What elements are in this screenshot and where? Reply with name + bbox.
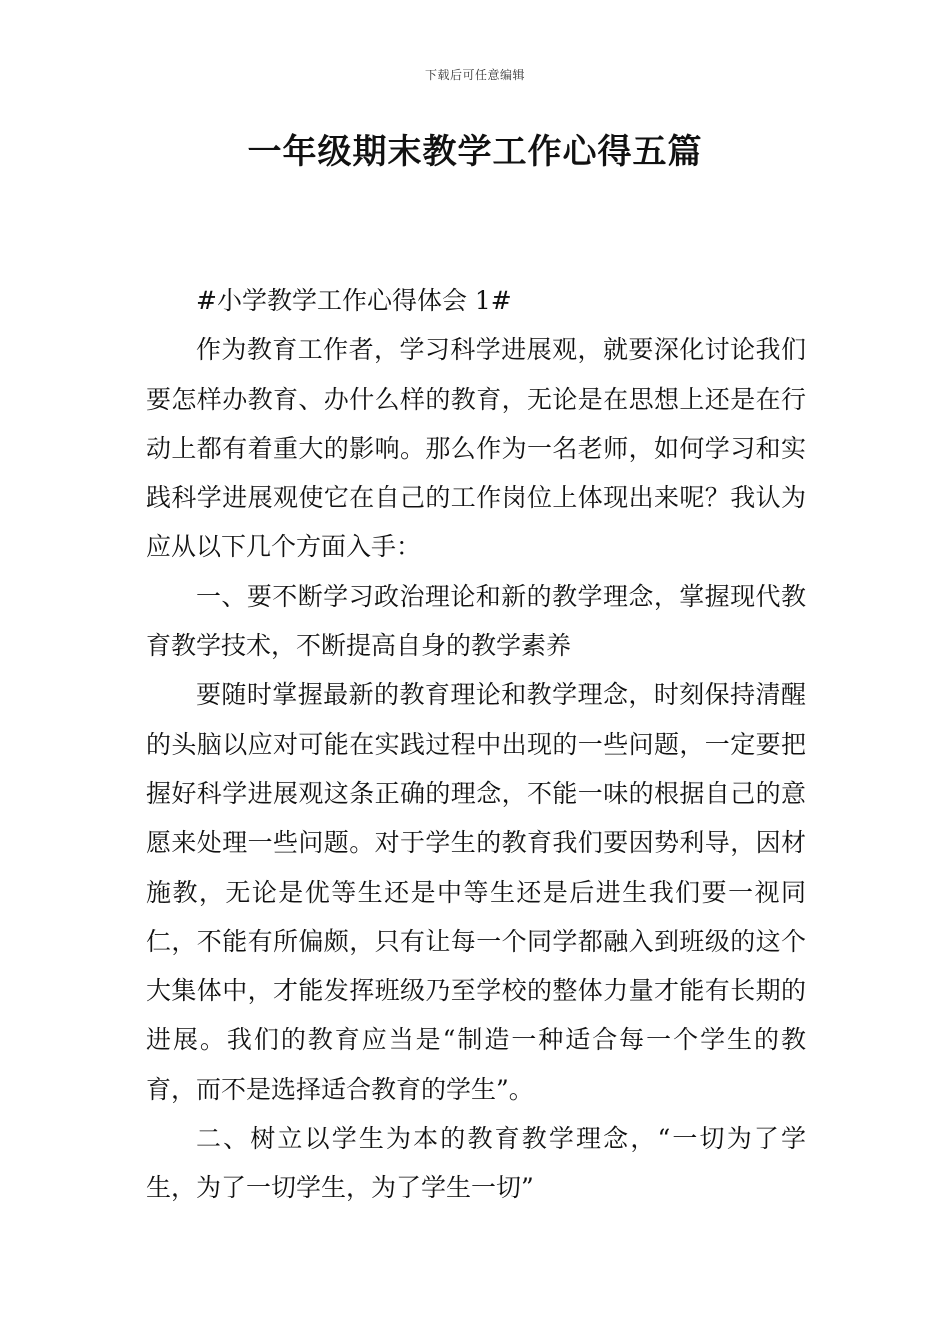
document-title: 一年级期末教学工作心得五篇 <box>247 132 703 172</box>
body-paragraph: 一、要不断学习政治理论和新的教学理念，掌握现代教育教学技术，不断提高自身的教学素养 <box>146 581 806 661</box>
header-note: 下载后可任意编辑 <box>424 68 525 82</box>
document-body <box>146 276 806 1213</box>
body-paragraph: 要随时掌握最新的教育理论和教学理念，时刻保持清醒的头脑以应对可能在实践过程中出现的一些问题，一定要把握好科学进展观这条正确的理念，不能一味的根据自己的意愿来处理一些问题。对于学生的教育我们要因势利导，因材施教，无论是优等生还是中等生还是后进生我们要一视同仁，不能有所偏颇，只有让每一个同学都融入到班级的这个大集体中，才能发挥班级乃至学校的整体力量才能有长期的进展。我们的教育应当是“制造一种适合每一个学生的教育，而不是选择适合教育的学生”。 <box>146 680 806 1104</box>
body-paragraph: 二、树立以学生为本的教育教学理念，“一切为了学生，为了一切学生，为了学生一切” <box>146 1124 806 1203</box>
section-heading: #小学教学工作心得体会 1# <box>196 286 512 315</box>
body-paragraph: 作为教育工作者，学习科学进展观，就要深化讨论我们要怎样办教育、办什么样的教育，无论是在思想上还是在行动上都有着重大的影响。那么作为一名老师，如何学习和实践科学进展观使它在自己的工作岗位上体现出来呢？我认为应从以下几个方面入手： <box>146 335 806 562</box>
